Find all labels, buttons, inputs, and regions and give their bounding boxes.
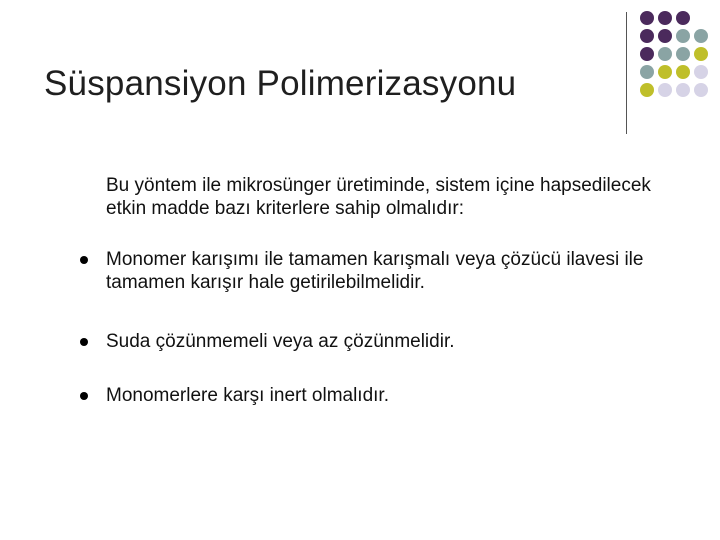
title-divider-line <box>626 12 627 134</box>
decorative-dot <box>694 83 708 97</box>
bullet-dot-icon <box>80 256 88 264</box>
decorative-dot <box>658 83 672 97</box>
decorative-dot <box>676 83 690 97</box>
decorative-dot <box>640 29 654 43</box>
decorative-dot <box>658 65 672 79</box>
decorative-dot <box>694 65 708 79</box>
decorative-dot <box>694 29 708 43</box>
bullet-text: Monomer karışımı ile tamamen karışmalı veya çözücü ilavesi ile tamamen karışır hale getirilebilmelidir. <box>106 249 644 293</box>
decorative-dot <box>676 11 690 25</box>
decorative-dot <box>676 29 690 43</box>
bullet-dot-icon <box>80 338 88 346</box>
decorative-dot <box>640 11 654 25</box>
bullet-text: Suda çözünmemeli veya az çözünmelidir. <box>106 331 455 352</box>
decorative-dot <box>658 47 672 61</box>
decorative-dot <box>658 11 672 25</box>
bullet-dot-icon <box>80 392 88 400</box>
bullet-text: Monomerlere karşı inert olmalıdır. <box>106 385 389 406</box>
decorative-dot <box>658 29 672 43</box>
intro-paragraph: Bu yöntem ile mikrosünger üretiminde, sistem içine hapsedilecek etkin madde bazı kriterlere sahip olmalıdır: <box>106 175 651 219</box>
decorative-dot <box>676 47 690 61</box>
decorative-dot <box>640 47 654 61</box>
decorative-dot <box>640 83 654 97</box>
decorative-dot-grid <box>0 0 720 160</box>
decorative-dot <box>676 65 690 79</box>
decorative-dot <box>694 47 708 61</box>
slide-title: Süspansiyon Polimerizasyonu <box>44 64 517 103</box>
decorative-dot <box>640 65 654 79</box>
